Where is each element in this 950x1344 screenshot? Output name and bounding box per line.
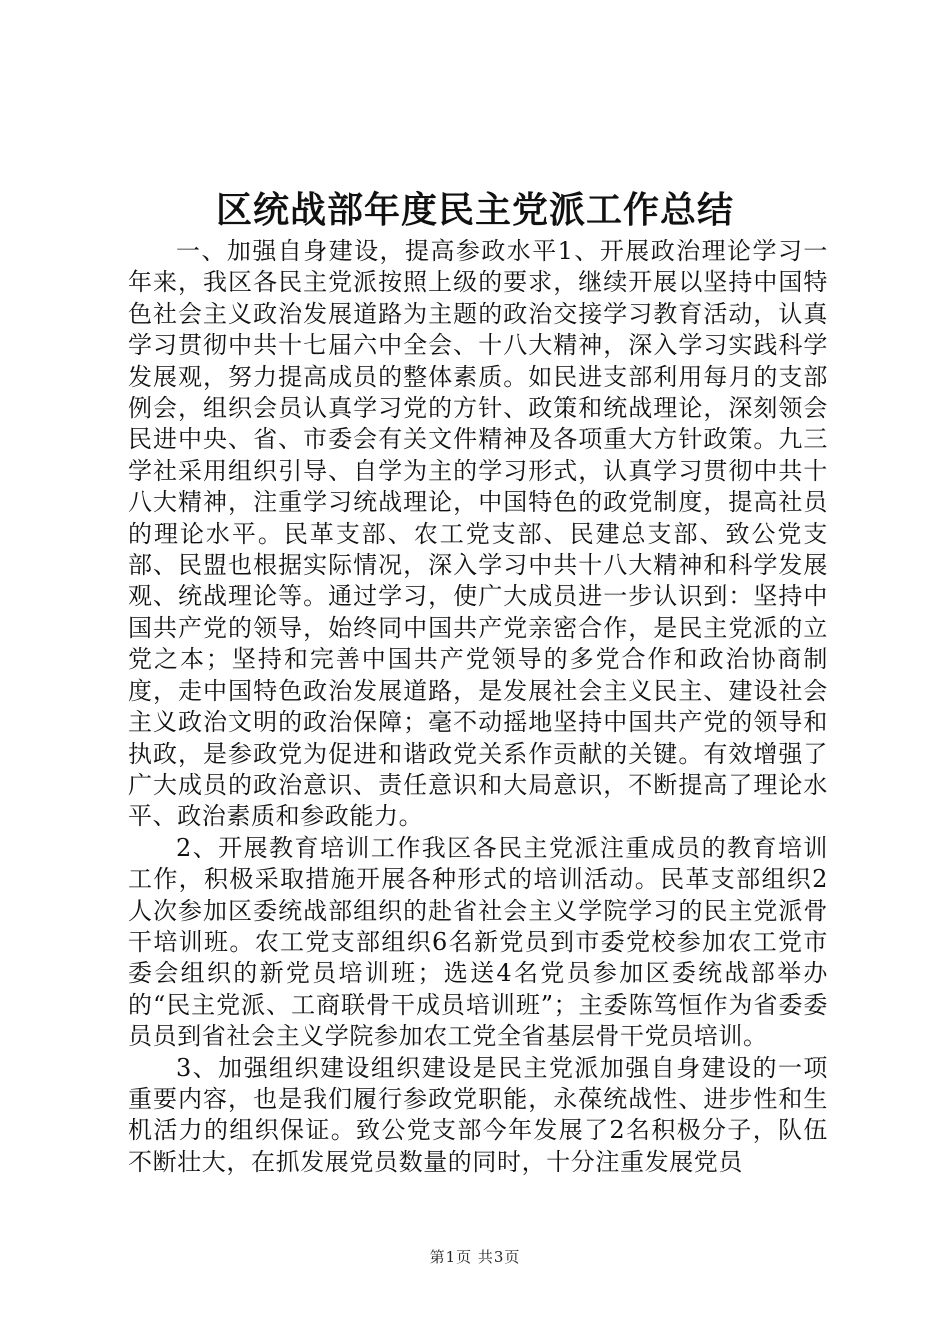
paragraph-2: 2、开展教育培训工作我区各民主党派注重成员的教育培训工作，积极采取措施开展各种形式的培训活动。民革支部组织2人次参加区委统战部组织的赴省社会主义学院学习的民主党派骨干培训班。农工党支部组织6名新党员到市委党校参加农工党市委会组织的新党员培训班；选送4名党员参加区委统战部举办的“民主党派、工商联骨干成员培训班”；主委陈笃恒作为省委委员员到省社会主义学院参加农工党全省基层骨干党员培训。 — [128, 833, 828, 1051]
paragraph-3: 3、加强组织建设组织建设是民主党派加强自身建设的一项重要内容，也是我们履行参政党职能，永葆统战性、进步性和生机活力的组织保证。致公党支部今年发展了2名积极分子，队伍不断壮大，在抓发展党员数量的同时，十分注重发展党员 — [128, 1053, 828, 1176]
document-title: 区统战部年度民主党派工作总结 — [215, 189, 734, 231]
page-number-footer: 第1页 共3页 — [429, 1248, 521, 1266]
document-body — [128, 236, 828, 1178]
paragraph-1: 一、加强自身建设，提高参政水平1、开展政治理论学习一年来，我区各民主党派按照上级的要求，继续开展以坚持中国特色社会主义政治发展道路为主题的政治交接学习教育活动，认真学习贯彻中共十七届六中全会、十八大精神，深入学习实践科学发展观，努力提高成员的整体素质。如民进支部利用每月的支部例会，组织会员认真学习党的方针、政策和统战理论，深刻领会民进中央、省、市委会有关文件精神及各项重大方针政策。九三学社采用组织引导、自学为主的学习形式，认真学习贯彻中共十八大精神，注重学习统战理论，中国特色的政党制度，提高社员的理论水平。民革支部、农工党支部、民建总支部、致公党支部、民盟也根据实际情况，深入学习中共十八大精神和科学发展观、统战理论等。通过学习，使广大成员进一步认识到：坚持中国共产党的领导，始终同中国共产党亲密合作，是民主党派的立党之本；坚持和完善中国共产党领导的多党合作和政治协商制度，走中国特色政治发展道路，是发展社会主义民主、建设社会主义政治文明的政治保障；毫不动摇地坚持中国共产党的领导和执政，是参政党为促进和谐政党关系作贡献的关键。有效增强了广大成员的政治意识、责任意识和大局意识，不断提高了理论水平、政治素质和参政能力。 — [128, 237, 828, 831]
